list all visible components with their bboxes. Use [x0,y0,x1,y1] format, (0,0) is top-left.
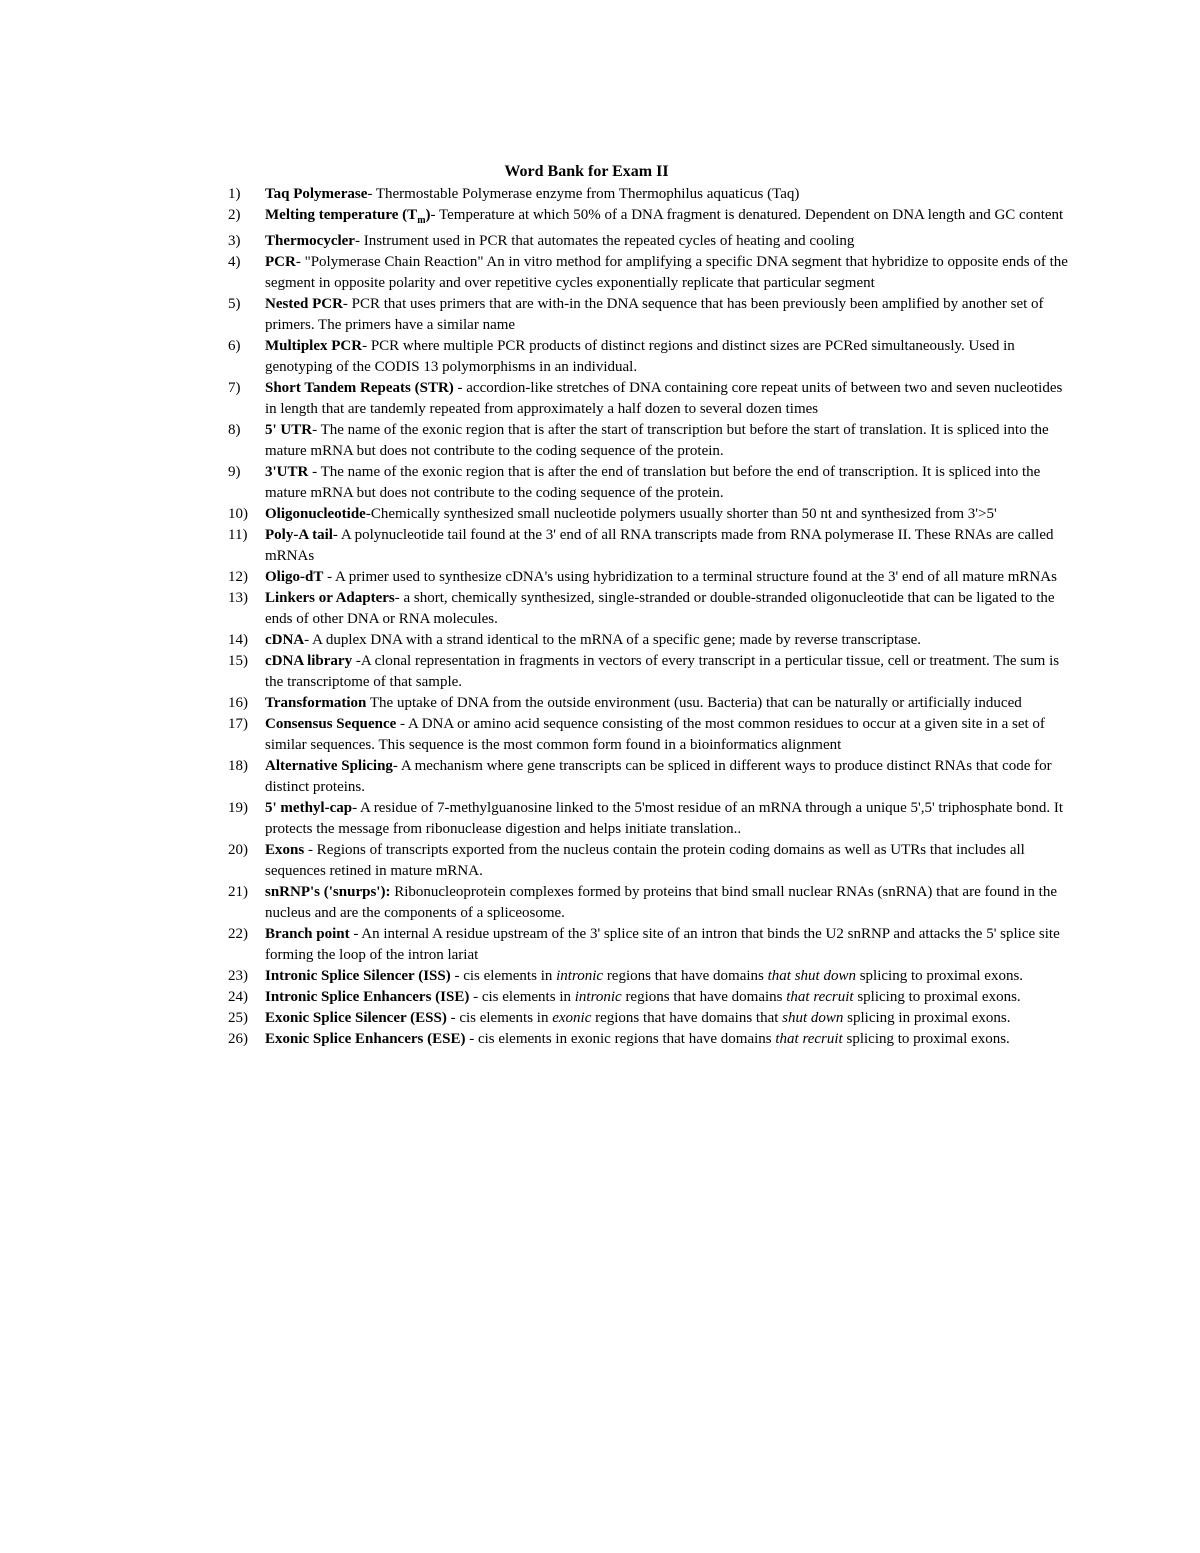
list-item [228,798,1068,840]
definition: - An internal A residue upstream of the 3' splice site of an intron that binds the U2 snRNP and attacks the 5' splice site forming the loop of the intron lariat [265,926,1060,963]
item-number: 8) [228,422,241,438]
item-number: 14) [228,632,248,648]
list-item [228,184,1068,205]
item-number: 22) [228,926,248,942]
item-number: 10) [228,506,248,522]
item-number: 13) [228,590,248,606]
list-item [228,231,1068,252]
list-item [228,966,1068,987]
definition: - "Polymerase Chain Reaction" An in vitro method for amplifying a specific DNA segment that hybridize to opposite ends of the segment in opposite polarity and over repetitive cycles exponentially replicate that particular segment [265,254,1068,291]
word-bank-list [228,184,1068,1050]
definition: Ribonucleoprotein complexes formed by proteins that bind small nuclear RNAs (snRNA) that are found in the nucleus and are the components of a spliceosome. [265,884,1057,921]
definition: - Thermostable Polymerase enzyme from Thermophilus aquaticus (Taq) [367,186,800,202]
definition: - accordion-like stretches of DNA containing core repeat units of between two and seven nucleotides in length that are tandemly repeated from approximately a half dozen to several dozen times [265,380,1063,417]
definition: - A polynucleotide tail found at the 3' end of all RNA transcripts made from RNA polymerase II. These RNAs are called mRNAs [265,527,1054,564]
item-number: 4) [228,254,241,270]
list-item [228,336,1068,378]
item-number: 21) [228,884,248,900]
term: 5' UTR [265,422,313,438]
definition: - Regions of transcripts exported from the nucleus contain the protein coding domains as well as UTRs that includes all sequences retined in mature mRNA. [265,842,1025,879]
term: Exonic Splice Enhancers (ESE) [265,1031,466,1047]
term: 5' methyl-cap [265,800,353,816]
list-item [228,1029,1068,1050]
term: Nested PCR [265,296,343,312]
page-title: Word Bank for Exam II [504,163,669,180]
item-number: 16) [228,695,248,711]
term: PCR [265,254,296,270]
item-number: 9) [228,464,241,480]
list-item [228,840,1068,882]
item-number: 26) [228,1031,248,1047]
list-item [228,504,1068,525]
term: Intronic Splice Enhancers (ISE) [265,989,470,1005]
item-number: 1) [228,186,241,202]
list-item [228,756,1068,798]
definition: - cis elements in intronic regions that have domains that shut down splicing to proximal exons. [450,968,1024,984]
list-item [228,987,1068,1008]
item-number: 3) [228,233,241,249]
list-item [228,525,1068,567]
item-number: 20) [228,842,248,858]
list-item [228,588,1068,630]
definition: - cis elements in exonic regions that have domains that shut down splicing in proximal exons. [446,1010,1011,1026]
item-number: 23) [228,968,248,984]
list-item [228,252,1068,294]
item-number: 17) [228,716,248,732]
term: Short Tandem Repeats (STR) [265,380,454,396]
item-number: 12) [228,569,248,585]
term: Transformation [265,695,367,711]
list-item [228,567,1068,588]
term: Multiplex PCR [265,338,363,354]
term: cDNA [265,632,305,648]
list-item [228,462,1068,504]
definition: - cis elements in intronic regions that have domains that recruit splicing to proximal exons. [469,989,1021,1005]
definition: - A duplex DNA with a strand identical to the mRNA of a specific gene; made by reverse transcriptase. [304,632,922,648]
list-item [228,924,1068,966]
list-item [228,1008,1068,1029]
term: Consensus Sequence [265,716,397,732]
definition: -A clonal representation in fragments in vectors of every transcript in a perticular tissue, cell or treatment. The sum is the transcriptome of that sample. [265,653,1060,690]
definition: The uptake of DNA from the outside environment (usu. Bacteria) that can be naturally or artificially induced [366,695,1022,711]
item-number: 5) [228,296,241,312]
definition: - Instrument used in PCR that automates the repeated cycles of heating and cooling [354,233,855,249]
list-item [228,630,1068,651]
term: Alternative Splicing [265,758,393,774]
term: Taq Polymerase [265,186,368,202]
definition: - A mechanism where gene transcripts can be spliced in different ways to produce distinct RNAs that code for distinct proteins. [265,758,1052,795]
list-item [228,294,1068,336]
definition: - A DNA or amino acid sequence consisting of the most common residues to occur at a given site in a set of similar sequences. This sequence is the most common form found in a bioinformatics alignment [265,716,1045,753]
list-item [228,714,1068,756]
item-number: 15) [228,653,248,669]
definition: -Chemically synthesized small nucleotide polymers usually shorter than 50 nt and synthesized from 3'>5' [365,506,997,522]
definition: - The name of the exonic region that is after the end of translation but before the end of transcription. It is spliced into the mature mRNA but does not contribute to the coding sequence of the protein. [265,464,1041,501]
term: Intronic Splice Silencer (ISS) [265,968,451,984]
term: snRNP's ('snurps'): [265,884,391,900]
list-item [228,693,1068,714]
definition: - a short, chemically synthesized, single-stranded or double-stranded oligonucleotide that can be ligated to the ends of other DNA or RNA molecules. [265,590,1055,627]
term: 3'UTR [265,464,309,480]
definition: - PCR that uses primers that are with-in the DNA sequence that has been previously been amplified by another set of primers. The primers have a similar name [265,296,1044,333]
definition: - A primer used to synthesize cDNA's using hybridization to a terminal structure found at the 3' end of all mature mRNAs [323,569,1057,585]
item-number: 18) [228,758,248,774]
term: Thermocycler [265,233,355,249]
term-subscript: m [417,215,426,226]
list-item [228,420,1068,462]
list-item [228,882,1068,924]
item-number: 7) [228,380,241,396]
term: Linkers or Adapters [265,590,395,606]
term: Branch point [265,926,350,942]
item-number: 6) [228,338,241,354]
list-item [228,378,1068,420]
definition: - cis elements in exonic regions that have domains that recruit splicing to proximal exons. [465,1031,1010,1047]
term: Exonic Splice Silencer (ESS) [265,1010,447,1026]
item-number: 24) [228,989,248,1005]
term: cDNA library [265,653,353,669]
term: Melting temperature $(T_m)$ [265,207,431,226]
list-item [228,651,1068,693]
item-number: 25) [228,1010,248,1026]
item-number: 2) [228,207,241,223]
term: Oligonucleotide [265,506,366,522]
definition: - PCR where multiple PCR products of distinct regions and distinct sizes are PCRed simultaneously. Used in genotyping of the CODIS 13 polymorphisms in an individual. [265,338,1015,375]
definition: - Temperature at which 50% of a DNA fragment is denatured. Dependent on DNA length and GC content [430,207,1064,223]
term: Oligo-dT [265,569,324,585]
definition: - The name of the exonic region that is after the start of transcription but before the start of translation. It is spliced into the mature mRNA but does not contribute to the coding sequence of the protein. [265,422,1049,459]
list-item [228,205,1068,231]
item-number: 19) [228,800,248,816]
item-number: 11) [228,527,248,543]
term: Poly-A tail [265,527,333,543]
term: Exons [265,842,305,858]
definition: - A residue of 7-methylguanosine linked to the 5'most residue of an mRNA through a unique 5',5' triphosphate bond. It protects the message from ribonuclease digestion and helps initiate translation.. [265,800,1063,837]
